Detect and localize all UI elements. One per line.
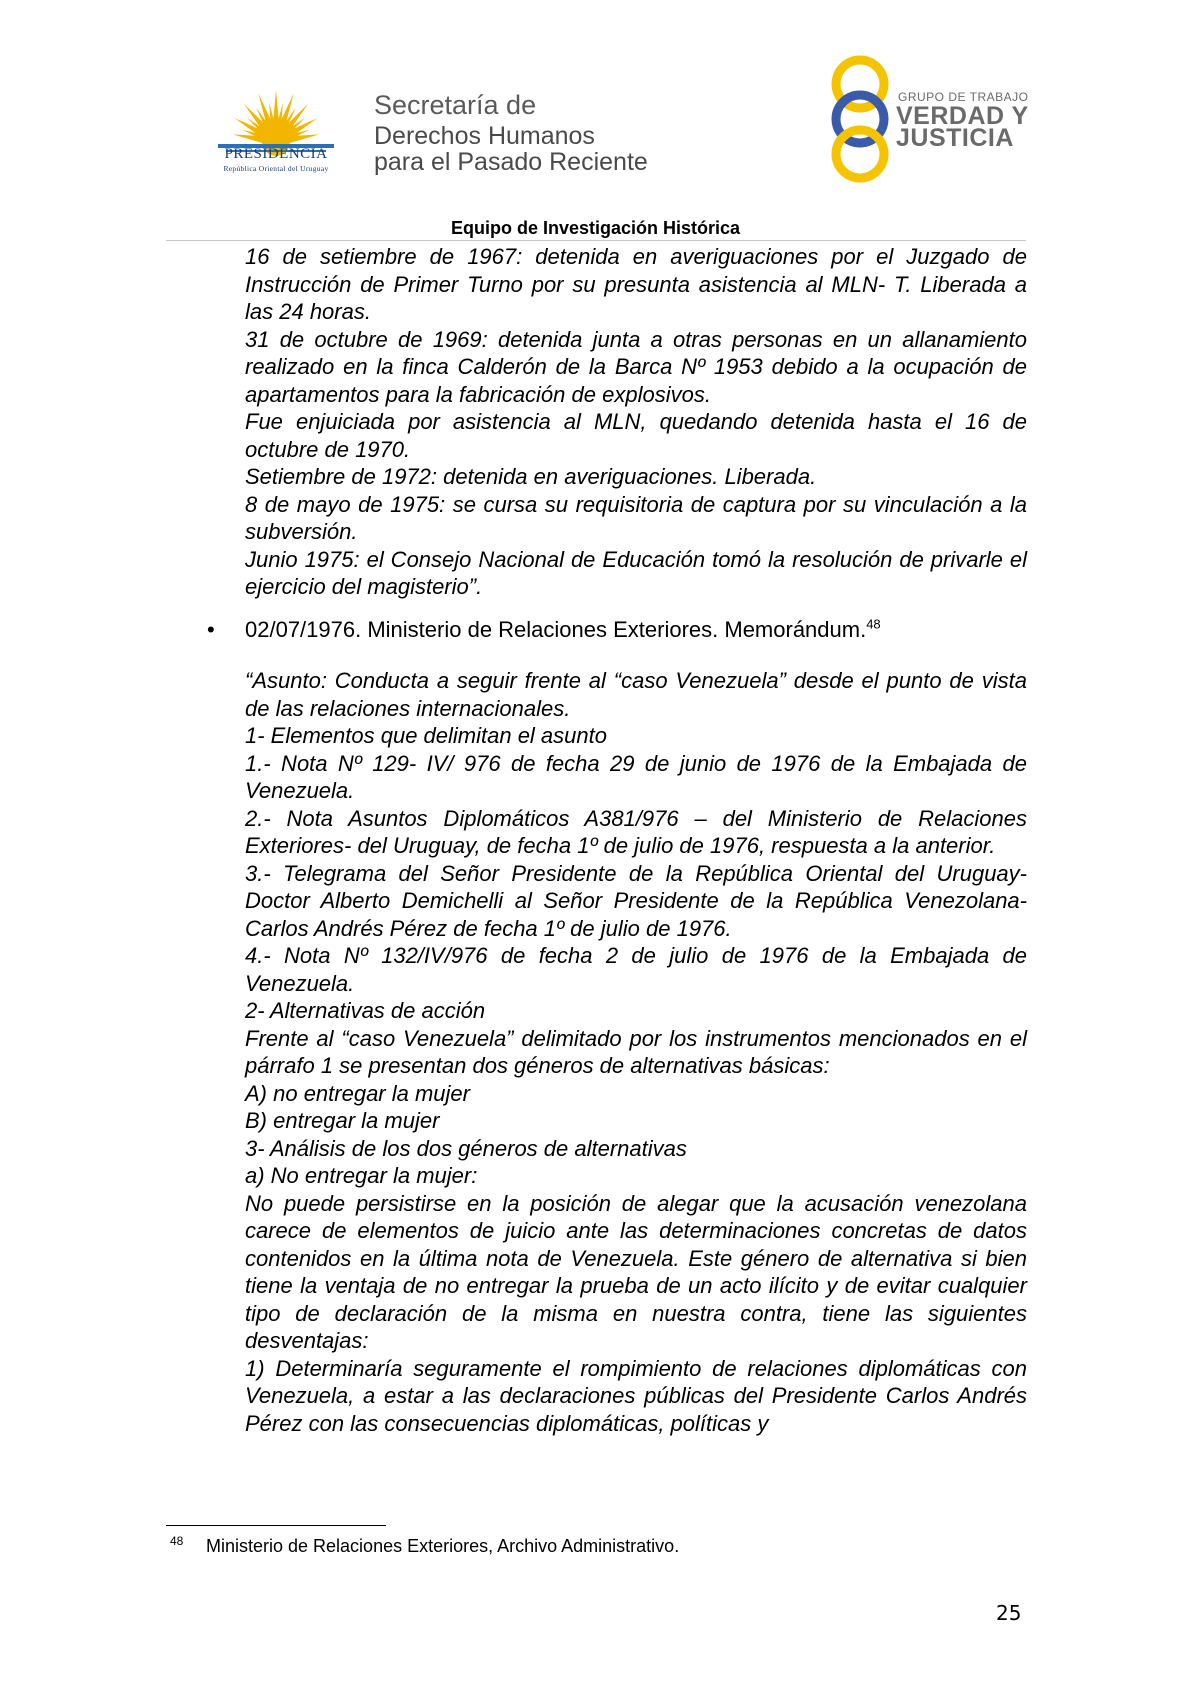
verdad-justicia-rings-logo bbox=[820, 54, 900, 184]
secretaria-title-line3: para el Pasado Reciente bbox=[374, 148, 648, 176]
paragraph: 31 de octubre de 1969: detenida junta a otras personas en un allanamiento realizado en la finca Calderón de la Barca Nº 1953 debido a la ocupación de apartamentos para la fabricación de explosivos. bbox=[245, 326, 1027, 407]
memorandum-quote-block bbox=[245, 667, 1027, 1437]
paragraph: Junio 1975: el Consejo Nacional de Educación tomó la resolución de privarle el ejercicio del magisterio”. bbox=[245, 546, 1027, 599]
bullet-text-wrap bbox=[245, 616, 881, 644]
paragraph: 1.- Nota Nº 129- IV/ 976 de fecha 29 de junio de 1976 de la Embajada de Venezuela. bbox=[245, 750, 1027, 803]
justicia-label: JUSTICIA bbox=[896, 124, 1014, 152]
paragraph: 3- Análisis de los dos géneros de alternativas bbox=[245, 1135, 687, 1161]
grupo-trabajo-label: GRUPO DE TRABAJO bbox=[898, 90, 1029, 104]
footnote-reference: 48 bbox=[866, 616, 881, 632]
verdad-label: VERDAD Y bbox=[896, 102, 1029, 130]
paragraph: “Asunto: Conducta a seguir frente al “caso Venezuela” desde el punto de vista de las relaciones internacionales. bbox=[245, 668, 1027, 721]
footnote-mark: 48 bbox=[170, 1534, 184, 1548]
team-heading: Equipo de Investigación Histórica bbox=[450, 218, 741, 238]
paragraph: 1- Elementos que delimitan el asunto bbox=[245, 723, 607, 748]
paragraph: 4.- Nota Nº 132/IV/976 de fecha 2 de julio de 1976 de la Embajada de Venezuela. bbox=[245, 943, 1027, 996]
detention-record-block bbox=[245, 243, 1027, 601]
paragraph: 8 de mayo de 1975: se cursa su requisitoria de captura por su vinculación a la subversión. bbox=[245, 491, 1027, 544]
bullet-text: 02/07/1976. Ministerio de Relaciones Exteriores. Memorándum. bbox=[245, 617, 867, 642]
presidencia-subtitle: República Oriental del Uruguay bbox=[223, 164, 329, 173]
footnote-divider bbox=[166, 1525, 386, 1526]
paragraph: 1) Determinaría seguramente el rompimiento de relaciones diplomáticas con Venezuela, a estar a las declaraciones públicas del Presidente Carlos Andrés Pérez con las consecuencias diplomáticas, políticas y bbox=[245, 1355, 1027, 1436]
bullet-symbol: • bbox=[207, 617, 215, 642]
paragraph: Fue enjuiciada por asistencia al MLN, quedando detenida hasta el 16 de octubre de 1970. bbox=[245, 409, 1027, 462]
paragraph: 2- Alternativas de acción bbox=[245, 998, 486, 1023]
paragraph: 2.- Nota Asuntos Diplomáticos A381/976 – del Ministerio de Relaciones Exteriores- del Uruguay, de fecha 1º de julio de 1976, respuesta a la anterior. bbox=[245, 805, 1027, 858]
paragraph: 16 de setiembre de 1967: detenida en averiguaciones por el Juzgado de Instrucción de Primer Turno por su presunta asistencia al MLN- T. Liberada a las 24 horas. bbox=[245, 244, 1027, 324]
secretaria-title-line1: Secretaría de bbox=[374, 90, 537, 120]
header-divider bbox=[166, 240, 1026, 241]
paragraph: B) entregar la mujer bbox=[245, 1108, 440, 1133]
paragraph: a) No entregar la mujer: bbox=[245, 1163, 478, 1188]
secretaria-title-line2: Derechos Humanos bbox=[374, 122, 595, 150]
page-number: 25 bbox=[996, 1601, 1022, 1625]
footnote-text: Ministerio de Relaciones Exteriores, Archivo Administrativo. bbox=[206, 1536, 680, 1556]
paragraph: Frente al “caso Venezuela” delimitado por los instrumentos mencionados en el párrafo 1 se presentan dos géneros de alternativas básicas: bbox=[245, 1025, 1027, 1078]
paragraph: 3.- Telegrama del Señor Presidente de la República Oriental del Uruguay- Doctor Alberto Demichelli al Señor Presidente de la República Venezolana- Carlos Andrés Pérez de fecha 1º de julio de 1976. bbox=[245, 860, 1027, 941]
page-header bbox=[0, 0, 1191, 240]
paragraph: Setiembre de 1972: detenida en averiguaciones. Liberada. bbox=[245, 464, 817, 489]
presidencia-name: PRESIDENCIA bbox=[224, 146, 328, 162]
paragraph: No puede persistirse en la posición de alegar que la acusación venezolana carece de elementos de juicio ante las determinaciones concretas de datos contenidos en la última nota de Venezuela. Este género de alternativa si bien tiene la ventaja de no entregar la prueba de un acto ilícito y de evitar cualquier tipo de declaración de la misma en nuestra contra, tiene las siguientes desventajas: bbox=[245, 1190, 1027, 1353]
paragraph: A) no entregar la mujer bbox=[245, 1080, 470, 1106]
